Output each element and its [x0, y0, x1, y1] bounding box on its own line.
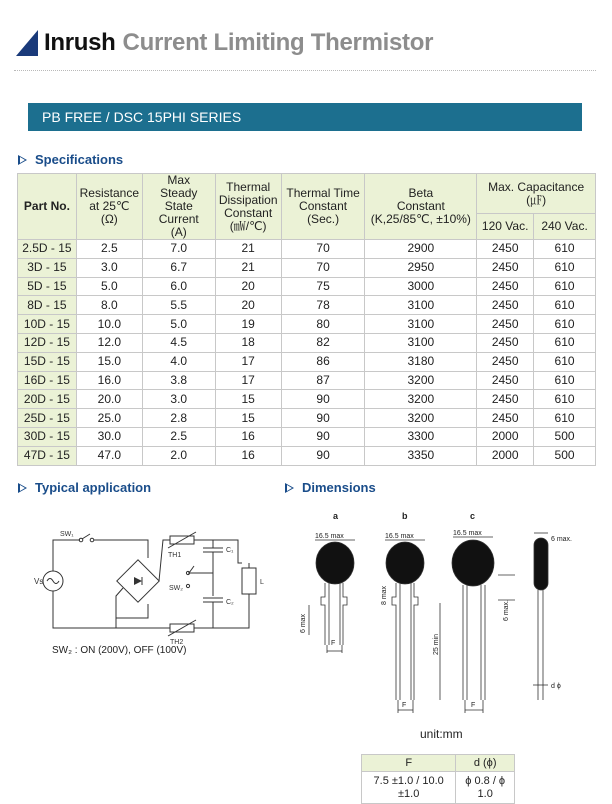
label-th1: TH1 — [168, 552, 182, 559]
label-d: d ϕ — [551, 683, 561, 690]
value-cell: 17 — [215, 371, 281, 390]
value-cell: 19 — [215, 315, 281, 334]
part-number-cell: 5D - 15 — [18, 277, 77, 296]
value-cell: 86 — [281, 352, 365, 371]
value-cell: 90 — [281, 446, 365, 465]
table-row — [18, 446, 596, 465]
value-cell: 70 — [281, 258, 365, 277]
label-gap-c: 6 max. — [503, 599, 510, 621]
value-cell: 75 — [281, 277, 365, 296]
value-cell: 610 — [534, 240, 596, 259]
label-lead-len: 25 min — [433, 633, 440, 655]
value-cell: 16 — [215, 427, 281, 446]
unit-label: unit:mm — [420, 727, 463, 741]
load-icon — [242, 568, 256, 594]
value-cell: 30.0 — [76, 427, 142, 446]
value-cell: 90 — [281, 427, 365, 446]
label-body-a: 16.5 max — [315, 533, 344, 540]
value-cell: 3100 — [365, 296, 477, 315]
value-cell: 610 — [534, 333, 596, 352]
label-c: c — [470, 511, 476, 521]
value-cell: 2450 — [477, 240, 534, 259]
triangle-bullet-icon — [18, 483, 27, 493]
value-cell: 3000 — [365, 277, 477, 296]
value-cell: 5.5 — [142, 296, 215, 315]
value-cell: 20.0 — [76, 390, 142, 409]
value-cell: 2450 — [477, 296, 534, 315]
value-cell: 3.0 — [76, 258, 142, 277]
value-cell: 2000 — [477, 446, 534, 465]
value-cell: 6.0 — [142, 277, 215, 296]
header-dissipation: Thermal Dissipation Constant (㎽/℃) — [215, 174, 281, 240]
value-cell: 3200 — [365, 409, 477, 428]
value-cell: 3100 — [365, 333, 477, 352]
value-cell: 610 — [534, 315, 596, 334]
value-cell: 6.7 — [142, 258, 215, 277]
table-row — [18, 427, 596, 446]
value-cell: 610 — [534, 258, 596, 277]
value-cell: 610 — [534, 371, 596, 390]
value-cell: 18 — [215, 333, 281, 352]
label-b: b — [402, 511, 408, 521]
value-cell: 17 — [215, 352, 281, 371]
triangle-bullet-icon — [18, 155, 27, 165]
label-thickness: 6 max. — [551, 536, 573, 543]
label-a: a — [333, 511, 339, 521]
value-cell: 80 — [281, 315, 365, 334]
header-mark-icon — [16, 30, 38, 56]
part-number-cell: 15D - 15 — [18, 352, 77, 371]
value-cell: 90 — [281, 390, 365, 409]
table-row — [18, 352, 596, 371]
value-cell: 500 — [534, 427, 596, 446]
section-dimensions — [285, 480, 376, 495]
title-word-2: Current Limiting Thermistor — [122, 29, 434, 56]
thermistor-side-view — [534, 538, 548, 590]
value-cell: 4.0 — [142, 352, 215, 371]
value-cell: 2900 — [365, 240, 477, 259]
value-cell: 2450 — [477, 333, 534, 352]
value-cell: 15 — [215, 409, 281, 428]
value-cell: 3180 — [365, 352, 477, 371]
value-cell: 2.8 — [142, 409, 215, 428]
value-cell: 82 — [281, 333, 365, 352]
header-max-current: Max Steady State Current (A) — [142, 174, 215, 240]
dimensions-drawing — [285, 505, 585, 720]
label-f-b: F — [402, 702, 407, 709]
value-cell: 12.0 — [76, 333, 142, 352]
value-cell: 25.0 — [76, 409, 142, 428]
label-c1: C₁ — [226, 547, 234, 554]
value-cell: 610 — [534, 296, 596, 315]
thermistor-disc-c — [452, 540, 494, 586]
value-cell: 16 — [215, 446, 281, 465]
value-cell: 87 — [281, 371, 365, 390]
value-cell: 2450 — [477, 352, 534, 371]
value-cell: 3100 — [365, 315, 477, 334]
part-number-cell: 25D - 15 — [18, 409, 77, 428]
table-row — [18, 409, 596, 428]
part-number-cell: 2.5D - 15 — [18, 240, 77, 259]
value-cell: 2000 — [477, 427, 534, 446]
section-title: Typical application — [35, 480, 152, 495]
value-cell: 3200 — [365, 390, 477, 409]
value-cell: 47.0 — [76, 446, 142, 465]
header-beta: Beta Constant (K,25/85℃, ±10%) — [365, 174, 477, 240]
circuit-caption: SW₂ : ON (200V), OFF (100V) — [52, 645, 187, 656]
header-d: d (ϕ) — [456, 755, 515, 772]
value-cell: 20 — [215, 277, 281, 296]
table-row — [18, 333, 596, 352]
value-cell: 3300 — [365, 427, 477, 446]
value-cell: 20 — [215, 296, 281, 315]
label-f-a: F — [331, 640, 336, 647]
value-cell: 2.5 — [76, 240, 142, 259]
value-cell: 2450 — [477, 277, 534, 296]
value-cell: 2.0 — [142, 446, 215, 465]
table-row — [18, 371, 596, 390]
value-cell: 8.0 — [76, 296, 142, 315]
value-cell: 4.5 — [142, 333, 215, 352]
value-cell: 2450 — [477, 371, 534, 390]
spec-table — [17, 173, 596, 466]
value-cell: 16.0 — [76, 371, 142, 390]
label-c2: C₂ — [226, 599, 234, 606]
part-number-cell: 20D - 15 — [18, 390, 77, 409]
section-title: Dimensions — [302, 480, 376, 495]
value-cell: 2450 — [477, 315, 534, 334]
header-part-no: Part No. — [18, 174, 77, 240]
table-row — [18, 390, 596, 409]
value-cell: 21 — [215, 258, 281, 277]
part-number-cell: 47D - 15 — [18, 446, 77, 465]
value-cell: 610 — [534, 390, 596, 409]
label-th2: TH2 — [170, 639, 184, 646]
label-load: L — [260, 579, 264, 586]
section-typical-application — [18, 480, 151, 495]
switch-sw2-icon — [189, 566, 194, 573]
header-capacitance: Max. Capacitance (㎌) — [477, 174, 596, 214]
value-cell: 500 — [534, 446, 596, 465]
cell-f: 7.5 ±1.0 / 10.0 ±1.0 — [362, 772, 456, 804]
value-cell: 2450 — [477, 258, 534, 277]
value-cell: 15.0 — [76, 352, 142, 371]
part-number-cell: 30D - 15 — [18, 427, 77, 446]
section-specifications — [18, 152, 123, 167]
label-sw2: SW₂ — [169, 585, 183, 592]
value-cell: 2450 — [477, 409, 534, 428]
value-cell: 70 — [281, 240, 365, 259]
label-sw1: SW₁ — [60, 531, 74, 538]
value-cell: 7.0 — [142, 240, 215, 259]
table-row — [18, 258, 596, 277]
part-number-cell: 16D - 15 — [18, 371, 77, 390]
table-row — [18, 240, 596, 259]
value-cell: 10.0 — [76, 315, 142, 334]
thermistor-disc-b — [386, 542, 424, 584]
triangle-bullet-icon — [285, 483, 294, 493]
header-time-constant: Thermal Time Constant (Sec.) — [281, 174, 365, 240]
value-cell: 3200 — [365, 371, 477, 390]
table-row — [18, 277, 596, 296]
header-resistance: Resistance at 25℃ (Ω) — [76, 174, 142, 240]
switch-sw1-icon — [82, 534, 90, 539]
value-cell: 2450 — [477, 390, 534, 409]
value-cell: 2.5 — [142, 427, 215, 446]
value-cell: 5.0 — [76, 277, 142, 296]
value-cell: 3350 — [365, 446, 477, 465]
label-f-c: F — [471, 702, 476, 709]
spec-table-body — [18, 240, 596, 466]
value-cell: 3.0 — [142, 390, 215, 409]
header-f: F — [362, 755, 456, 772]
label-vs: Vs — [34, 577, 44, 586]
value-cell: 2950 — [365, 258, 477, 277]
value-cell: 78 — [281, 296, 365, 315]
value-cell: 610 — [534, 277, 596, 296]
circuit-diagram — [28, 518, 278, 663]
part-number-cell: 8D - 15 — [18, 296, 77, 315]
value-cell: 610 — [534, 409, 596, 428]
value-cell: 21 — [215, 240, 281, 259]
header-cap-120: 120 Vac. — [477, 214, 534, 240]
label-gap-b: 8 max — [381, 585, 388, 605]
part-number-cell: 10D - 15 — [18, 315, 77, 334]
value-cell: 90 — [281, 409, 365, 428]
label-body-c: 16.5 max — [453, 530, 482, 537]
label-body-b: 16.5 max — [385, 533, 414, 540]
page-header — [16, 26, 433, 60]
series-banner: PB FREE / DSC 15PHI SERIES — [28, 103, 582, 131]
header-divider — [14, 70, 596, 71]
section-title: Specifications — [35, 152, 124, 167]
value-cell: 5.0 — [142, 315, 215, 334]
table-row — [18, 315, 596, 334]
table-row — [18, 296, 596, 315]
value-cell: 15 — [215, 390, 281, 409]
part-number-cell: 12D - 15 — [18, 333, 77, 352]
part-number-cell: 3D - 15 — [18, 258, 77, 277]
lead-spec-table — [361, 754, 515, 804]
header-cap-240: 240 Vac. — [534, 214, 596, 240]
value-cell: 610 — [534, 352, 596, 371]
cell-d: ϕ 0.8 / ϕ 1.0 — [456, 772, 515, 804]
value-cell: 3.8 — [142, 371, 215, 390]
thermistor-disc-a — [316, 542, 354, 584]
title-word-1: Inrush — [44, 29, 116, 56]
label-gap-a: 6 max — [300, 613, 307, 633]
